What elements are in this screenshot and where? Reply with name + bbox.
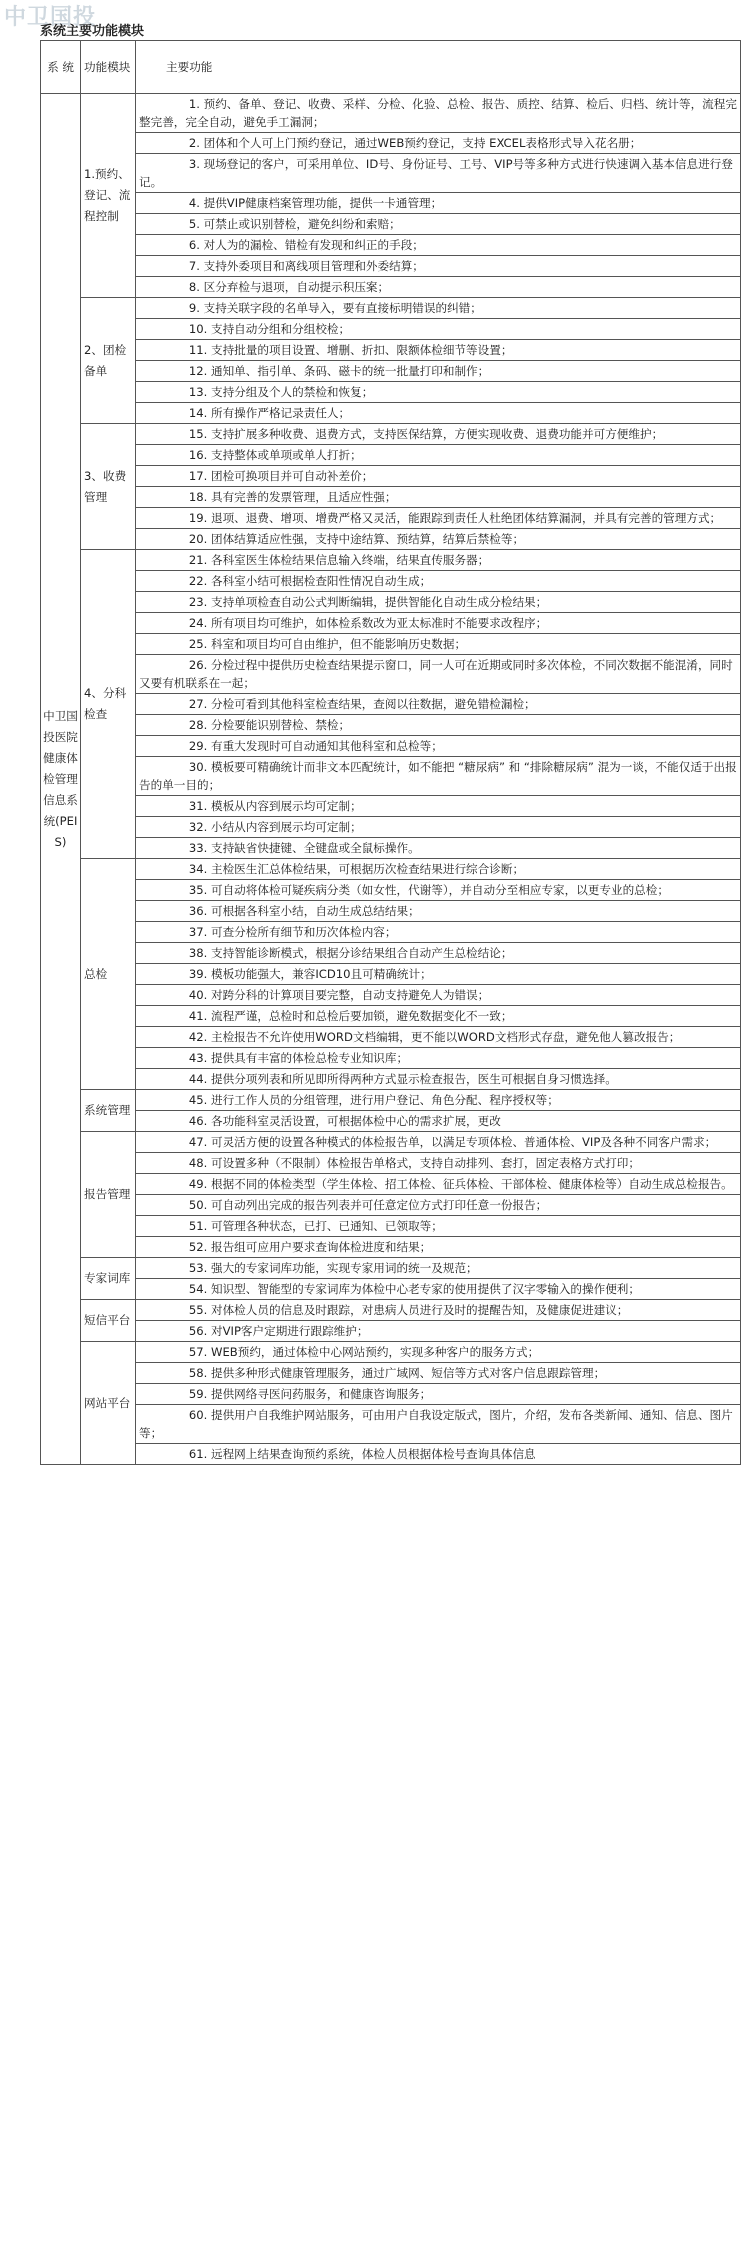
module-name-cell: 系统管理 bbox=[81, 1090, 136, 1132]
table-row bbox=[41, 1363, 741, 1384]
function-item: 40. 对跨分科的计算项目要完整，自动支持避免人为错误； bbox=[136, 985, 741, 1006]
function-item: 3. 现场登记的客户，可采用单位、ID号、身份证号、工号、VIP号等多种方式进行快速调入基本信息进行登记。 bbox=[136, 154, 741, 193]
table-row bbox=[41, 1195, 741, 1216]
table-row bbox=[41, 1279, 741, 1300]
function-item: 37. 可查分检所有细节和历次体检内容； bbox=[136, 922, 741, 943]
table-row bbox=[41, 382, 741, 403]
function-item: 41. 流程严谨，总检时和总检后要加锁，避免数据变化不一致； bbox=[136, 1006, 741, 1027]
function-item: 28. 分检要能识别替检、禁检； bbox=[136, 715, 741, 736]
function-item: 12. 通知单、指引单、条码、磁卡的统一批量打印和制作； bbox=[136, 361, 741, 382]
table-row bbox=[41, 1174, 741, 1195]
table-row bbox=[41, 256, 741, 277]
table-row bbox=[41, 1216, 741, 1237]
function-item: 2. 团体和个人可上门预约登记，通过WEB预约登记，支持 EXCEL表格形式导入花名册； bbox=[136, 133, 741, 154]
function-item: 16. 支持整体或单项或单人打折； bbox=[136, 445, 741, 466]
table-row bbox=[41, 592, 741, 613]
table-row bbox=[41, 277, 741, 298]
function-item: 22. 各科室小结可根据检查阳性情况自动生成； bbox=[136, 571, 741, 592]
function-item: 51. 可管理各种状态，已打、已通知、已领取等； bbox=[136, 1216, 741, 1237]
watermark-logo: 中卫国投 bbox=[4, 5, 97, 30]
function-item: 13. 支持分组及个人的禁检和恢复； bbox=[136, 382, 741, 403]
header-system: 系 统 bbox=[41, 41, 81, 94]
table-row bbox=[41, 466, 741, 487]
function-item: 50. 可自动列出完成的报告列表并可任意定位方式打印任意一份报告； bbox=[136, 1195, 741, 1216]
table-row bbox=[41, 193, 741, 214]
table-row bbox=[41, 880, 741, 901]
table-row bbox=[41, 736, 741, 757]
function-item: 35. 可自动将体检可疑疾病分类（如女性，代谢等），并自动分至相应专家，以更专业的总检； bbox=[136, 880, 741, 901]
function-item: 44. 提供分项列表和所见即所得两种方式显示检查报告，医生可根据自身习惯选择。 bbox=[136, 1069, 741, 1090]
module-name-cell: 专家词库 bbox=[81, 1258, 136, 1300]
table-row bbox=[41, 133, 741, 154]
function-item: 59. 提供网络寻医问药服务，和健康咨询服务； bbox=[136, 1384, 741, 1405]
table-row bbox=[41, 94, 741, 133]
table-row bbox=[41, 529, 741, 550]
table-header-row bbox=[41, 41, 741, 94]
system-name-cell: 中卫国投医院健康体检管理信息系统(PEIS) bbox=[41, 94, 81, 1465]
function-item: 14. 所有操作严格记录责任人； bbox=[136, 403, 741, 424]
function-item: 45. 进行工作人员的分组管理，进行用户登记、角色分配、程序授权等； bbox=[136, 1090, 741, 1111]
module-name-cell: 1.预约、登记、流程控制 bbox=[81, 94, 136, 298]
table-row bbox=[41, 901, 741, 922]
function-item: 17. 团检可换项目并可自动补差价； bbox=[136, 466, 741, 487]
table-row bbox=[41, 1405, 741, 1444]
table-row bbox=[41, 922, 741, 943]
function-item: 42. 主检报告不允许使用WORD文档编辑，更不能以WORD文档形式存盘，避免他人篡改报告； bbox=[136, 1027, 741, 1048]
table-row bbox=[41, 1321, 741, 1342]
table-row bbox=[41, 487, 741, 508]
function-item: 39. 模板功能强大，兼容ICD10且可精确统计； bbox=[136, 964, 741, 985]
table-row bbox=[41, 859, 741, 880]
table-row bbox=[41, 694, 741, 715]
function-item: 30. 模板要可精确统计而非文本匹配统计，如不能把 “糖尿病” 和 “排除糖尿病” 混为一谈，不能仅适于出报告的单一目的； bbox=[136, 757, 741, 796]
header-module: 功能模块 bbox=[81, 41, 136, 94]
module-name-cell: 报告管理 bbox=[81, 1132, 136, 1258]
table-row bbox=[41, 1006, 741, 1027]
function-item: 7. 支持外委项目和离线项目管理和外委结算； bbox=[136, 256, 741, 277]
function-item: 8. 区分弃检与退项，自动提示积压案； bbox=[136, 277, 741, 298]
table-row bbox=[41, 298, 741, 319]
function-item: 54. 知识型、智能型的专家词库为体检中心老专家的使用提供了汉字零输入的操作便利； bbox=[136, 1279, 741, 1300]
table-row bbox=[41, 508, 741, 529]
table-row bbox=[41, 796, 741, 817]
module-name-cell: 4、分科检查 bbox=[81, 550, 136, 859]
function-item: 57. WEB预约，通过体检中心网站预约，实现多种客户的服务方式； bbox=[136, 1342, 741, 1363]
function-item: 5. 可禁止或识别替检，避免纠纷和索赔； bbox=[136, 214, 741, 235]
function-item: 24. 所有项目均可维护，如体检系数改为亚太标准时不能要求改程序； bbox=[136, 613, 741, 634]
table-row bbox=[41, 319, 741, 340]
table-row bbox=[41, 403, 741, 424]
table-row bbox=[41, 985, 741, 1006]
function-item: 6. 对人为的漏检、错检有发现和纠正的手段； bbox=[136, 235, 741, 256]
function-item: 32. 小结从内容到展示均可定制； bbox=[136, 817, 741, 838]
function-item: 10. 支持自动分组和分组校检； bbox=[136, 319, 741, 340]
function-item: 19. 退项、退费、增项、增费严格又灵活，能跟踪到责任人杜绝团体结算漏洞，并具有完善的管理方式； bbox=[136, 508, 741, 529]
function-item: 27. 分检可看到其他科室检查结果，查阅以往数据，避免错检漏检； bbox=[136, 694, 741, 715]
table-row bbox=[41, 943, 741, 964]
table-row bbox=[41, 964, 741, 985]
table-row bbox=[41, 1048, 741, 1069]
function-item: 56. 对VIP客户定期进行跟踪维护； bbox=[136, 1321, 741, 1342]
table-row bbox=[41, 340, 741, 361]
table-row bbox=[41, 757, 741, 796]
table-row bbox=[41, 424, 741, 445]
table-body bbox=[41, 94, 741, 1465]
function-item: 23. 支持单项检查自动公式判断编辑，提供智能化自动生成分检结果； bbox=[136, 592, 741, 613]
function-item: 25. 科室和项目均可自由维护，但不能影响历史数据； bbox=[136, 634, 741, 655]
table-row bbox=[41, 1132, 741, 1153]
table-row bbox=[41, 1090, 741, 1111]
function-item: 11. 支持批量的项目设置、增删、折扣、限额体检细节等设置； bbox=[136, 340, 741, 361]
table-row bbox=[41, 361, 741, 382]
function-item: 53. 强大的专家词库功能，实现专家用词的统一及规范； bbox=[136, 1258, 741, 1279]
table-row bbox=[41, 571, 741, 592]
module-name-cell: 2、团检备单 bbox=[81, 298, 136, 424]
table-row bbox=[41, 1258, 741, 1279]
table-row bbox=[41, 154, 741, 193]
function-item: 60. 提供用户自我维护网站服务，可由用户自我设定版式，图片，介绍，发布各类新闻、通知、信息、图片等； bbox=[136, 1405, 741, 1444]
function-module-table bbox=[40, 40, 741, 1465]
function-item: 36. 可根据各科室小结，自动生成总结结果； bbox=[136, 901, 741, 922]
function-item: 29. 有重大发现时可自动通知其他科室和总检等； bbox=[136, 736, 741, 757]
function-item: 21. 各科室医生体检结果信息输入终端，结果直传服务器； bbox=[136, 550, 741, 571]
function-item: 26. 分检过程中提供历史检查结果提示窗口，同一人可在近期或同时多次体检，不同次数据不能混淆，同时又要有机联系在一起； bbox=[136, 655, 741, 694]
header-function: 主要功能 bbox=[136, 41, 741, 94]
table-row bbox=[41, 445, 741, 466]
table-row bbox=[41, 550, 741, 571]
module-name-cell: 短信平台 bbox=[81, 1300, 136, 1342]
function-item: 52. 报告组可应用户要求查询体检进度和结果； bbox=[136, 1237, 741, 1258]
table-row bbox=[41, 214, 741, 235]
function-item: 43. 提供具有丰富的体检总检专业知识库； bbox=[136, 1048, 741, 1069]
function-item: 55. 对体检人员的信息及时跟踪，对患病人员进行及时的提醒告知，及健康促进建议； bbox=[136, 1300, 741, 1321]
table-row bbox=[41, 817, 741, 838]
function-item: 1. 预约、备单、登记、收费、采样、分检、化验、总检、报告、质控、结算、检后、归档、统计等，流程完整完善，完全自动，避免手工漏洞； bbox=[136, 94, 741, 133]
table-row bbox=[41, 1444, 741, 1465]
table-row bbox=[41, 1111, 741, 1132]
table-row bbox=[41, 715, 741, 736]
table-row bbox=[41, 235, 741, 256]
function-item: 18. 具有完善的发票管理，且适应性强； bbox=[136, 487, 741, 508]
table-row bbox=[41, 1237, 741, 1258]
table-row bbox=[41, 1300, 741, 1321]
function-item: 20. 团体结算适应性强，支持中途结算、预结算，结算后禁检等； bbox=[136, 529, 741, 550]
table-row bbox=[41, 634, 741, 655]
table-row bbox=[41, 613, 741, 634]
function-item: 48. 可设置多种（不限制）体检报告单格式，支持自动排列、套打，固定表格方式打印； bbox=[136, 1153, 741, 1174]
function-item: 33. 支持缺省快捷键、全键盘或全鼠标操作。 bbox=[136, 838, 741, 859]
function-item: 61. 远程网上结果查询预约系统，体检人员根据体检号查询具体信息 bbox=[136, 1444, 741, 1465]
table-row bbox=[41, 1153, 741, 1174]
function-item: 58. 提供多种形式健康管理服务，通过广域网、短信等方式对客户信息跟踪管理； bbox=[136, 1363, 741, 1384]
table-row bbox=[41, 1384, 741, 1405]
function-item: 34. 主检医生汇总体检结果，可根据历次检查结果进行综合诊断； bbox=[136, 859, 741, 880]
function-item: 31. 模板从内容到展示均可定制； bbox=[136, 796, 741, 817]
table-row bbox=[41, 655, 741, 694]
module-name-cell: 总检 bbox=[81, 859, 136, 1090]
module-name-cell: 网站平台 bbox=[81, 1342, 136, 1465]
table-row bbox=[41, 1069, 741, 1090]
function-item: 9. 支持关联字段的名单导入，要有直接标明错误的纠错； bbox=[136, 298, 741, 319]
table-row bbox=[41, 1342, 741, 1363]
function-item: 49. 根据不同的体检类型（学生体检、招工体检、征兵体检、干部体检、健康体检等）自动生成总检报告。 bbox=[136, 1174, 741, 1195]
function-item: 38. 支持智能诊断模式，根据分诊结果组合自动产生总检结论； bbox=[136, 943, 741, 964]
table-row bbox=[41, 838, 741, 859]
function-item: 15. 支持扩展多种收费、退费方式，支持医保结算，方便实现收费、退费功能并可方便维护； bbox=[136, 424, 741, 445]
function-item: 4. 提供VIP健康档案管理功能，提供一卡通管理； bbox=[136, 193, 741, 214]
document-title: 系统主要功能模块 bbox=[40, 24, 145, 39]
function-item: 47. 可灵活方便的设置各种模式的体检报告单，以满足专项体检、普通体检、VIP及各种不同客户需求； bbox=[136, 1132, 741, 1153]
module-name-cell: 3、收费管理 bbox=[81, 424, 136, 550]
function-item: 46. 各功能科室灵活设置，可根据体检中心的需求扩展，更改 bbox=[136, 1111, 741, 1132]
table-row bbox=[41, 1027, 741, 1048]
